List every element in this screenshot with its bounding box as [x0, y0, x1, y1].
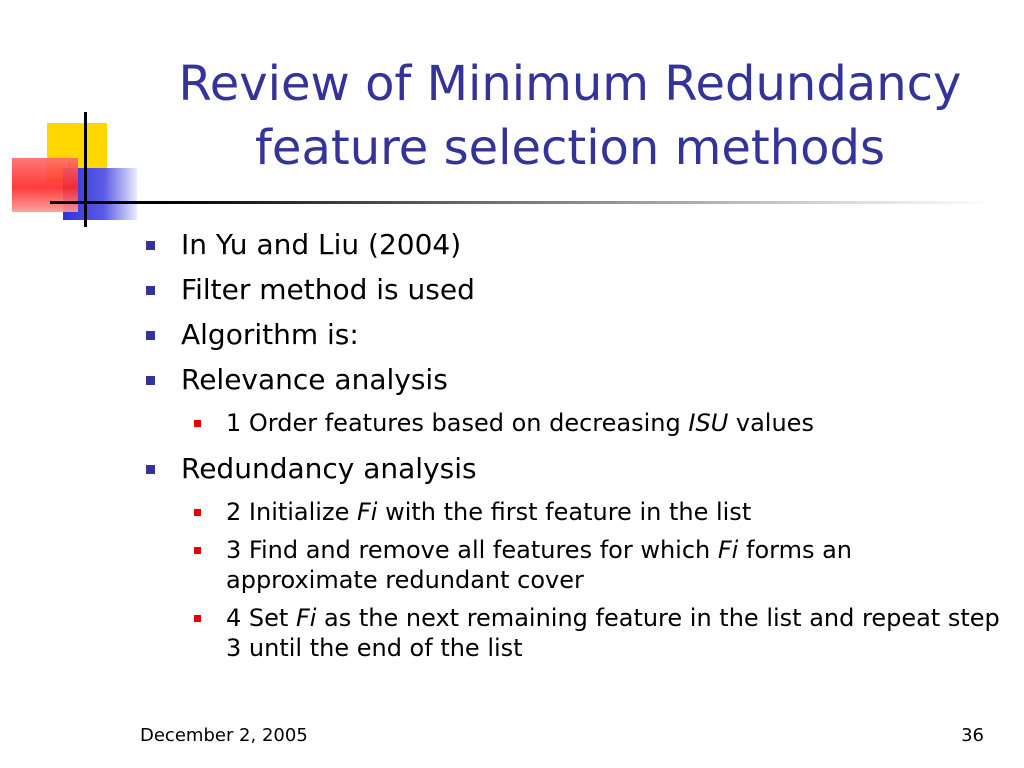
sub-bullet-item [194, 535, 1006, 595]
text-part: as the next remaining feature in the list and repeat step 3 until the end of the list [226, 604, 1000, 662]
bullet-text: Redundancy analysis [181, 452, 477, 485]
text-part: 3 Find and remove all features for which [226, 536, 718, 564]
square-bullet-icon [146, 241, 155, 250]
square-bullet-icon [194, 615, 201, 622]
bullet-list [146, 228, 1006, 671]
text-part: 1 Order features based on decreasing [226, 409, 689, 437]
square-bullet-icon [146, 465, 155, 474]
square-bullet-icon [194, 420, 201, 427]
variable-name: ISU [688, 409, 729, 437]
text-part: forms an approximate redundant cover [226, 536, 852, 594]
bullet-item [146, 228, 1006, 262]
sub-bullet-item [194, 497, 1006, 527]
bullet-text: In Yu and Liu (2004) [181, 228, 462, 261]
square-bullet-icon [146, 376, 155, 385]
bullet-text: Algorithm is: [181, 318, 359, 351]
variable-name: Fi [295, 604, 317, 632]
bullet-item [146, 452, 1006, 486]
square-bullet-icon [194, 547, 201, 554]
variable-name: Fi [717, 536, 739, 564]
sub-bullet-text [226, 409, 814, 437]
bullet-text: Relevance analysis [181, 363, 448, 396]
variable-name: Fi [356, 498, 378, 526]
sub-bullet-item [194, 408, 1006, 438]
footer-date: December 2, 2005 [140, 725, 308, 746]
bullet-item [146, 318, 1006, 352]
title-divider [50, 201, 994, 204]
sub-bullet-item [194, 603, 1006, 663]
title-line-1: Review of Minimum Redundancy [178, 56, 962, 112]
square-bullet-icon [146, 286, 155, 295]
title-line-2: feature selection methods [255, 120, 885, 176]
square-bullet-icon [194, 509, 201, 516]
sub-bullet-text [226, 604, 1000, 662]
slide-title [120, 52, 1020, 180]
text-part: 4 Set [226, 604, 296, 632]
bullet-item [146, 363, 1006, 397]
text-part: 2 Initialize [226, 498, 357, 526]
slide-number: 36 [961, 725, 984, 746]
square-bullet-icon [146, 331, 155, 340]
text-part: values [728, 409, 814, 437]
bullet-item [146, 273, 1006, 307]
vertical-rule [84, 112, 87, 227]
text-part: with the first feature in the list [377, 498, 752, 526]
sub-bullet-text [226, 498, 751, 526]
bullet-text: Filter method is used [181, 273, 475, 306]
sub-bullet-text [226, 536, 852, 594]
